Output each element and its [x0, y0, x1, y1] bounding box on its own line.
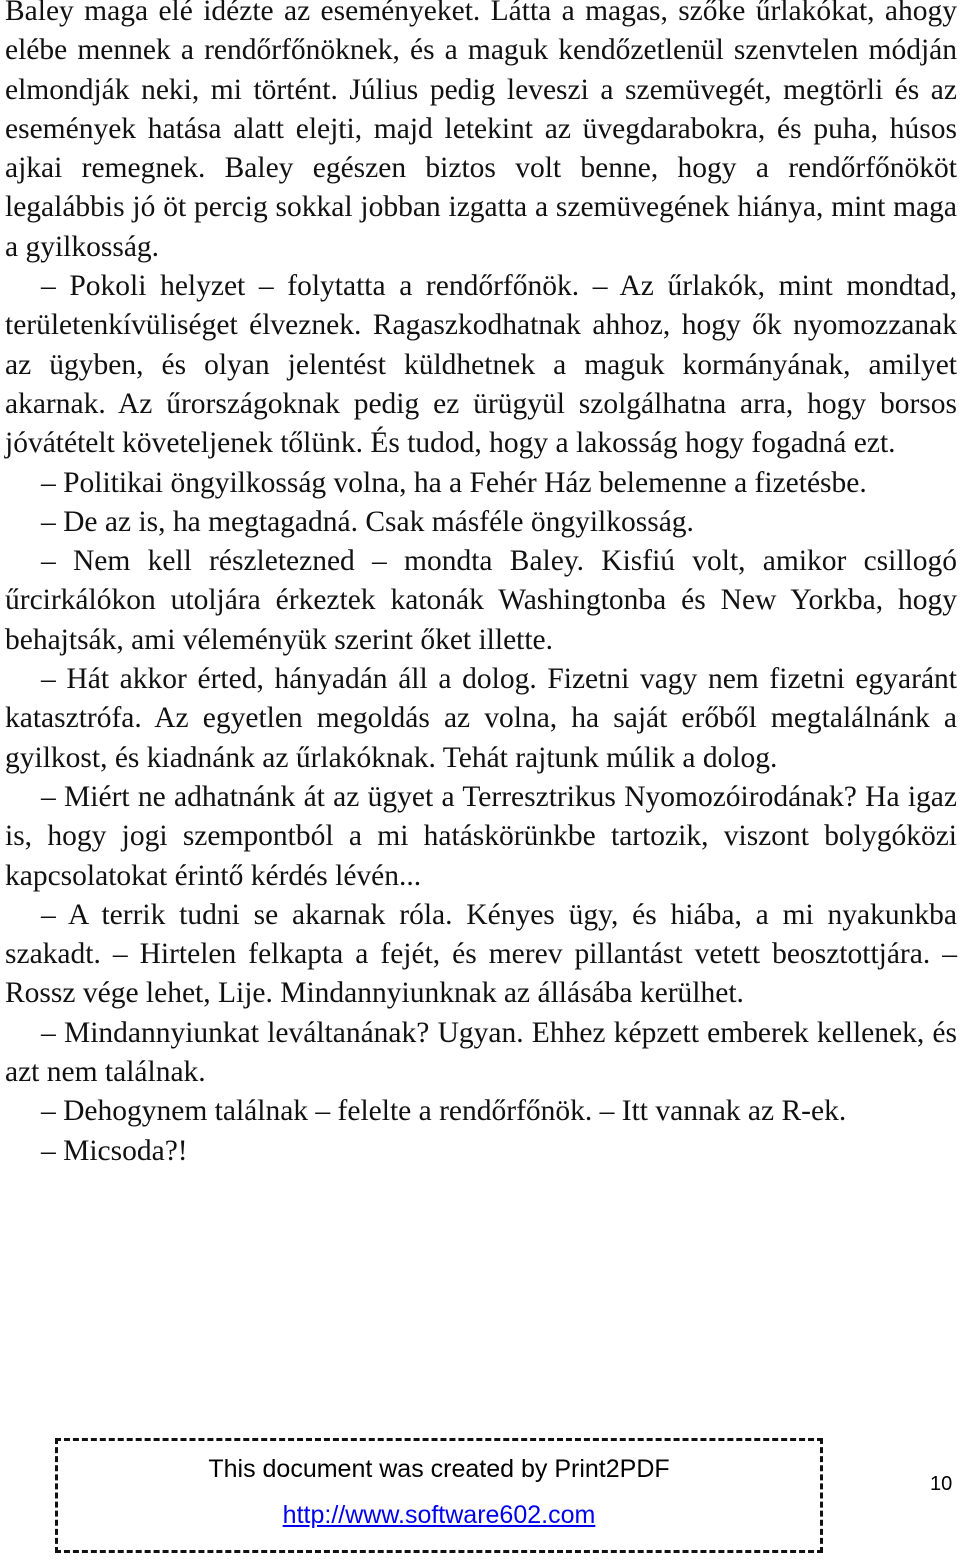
body-text [5, 0, 957, 1171]
paragraph-6: – Hát akkor érted, hányadán áll a dolog. Fizetni vagy nem fizetni egyaránt katasztrófa. Az egyetlen megoldás az volna, ha saját erőből megtalálnánk a gyilkost, és kiadnánk az űrlakóknak. Tehát rajtunk múlik a dolog. [5, 663, 957, 774]
paragraph-11: – Micsoda?! [41, 1134, 188, 1167]
paragraph-1: Baley maga elé idézte az eseményeket. Látta a magas, szőke űrlakókat, ahogy elébe mennek a rendőrfőnöknek, és a maguk kendőzetlenül szenvtelen módján elmondják neki, mi történt. Július pedig leveszi a szemüvegét, megtörli és az események hatása alatt elejti, majd letekint az üvegdarabokra, és puha, húsos ajkai remegnek. Baley egészen biztos volt benne, hogy a rendőrfőnököt legalábbis jó öt percig sokkal jobban izgatta a szemüvegének hiánya, mint maga a gyilkosság. [5, 0, 957, 263]
paragraph-3: – Politikai öngyilkosság volna, ha a Fehér Ház belemenne a fizetésbe. [41, 466, 867, 499]
paragraph-8: – A terrik tudni se akarnak róla. Kényes ügy, és hiába, a mi nyakunkba szakadt. – Hirtelen felkapta a fejét, és merev pillantást vetett beosztottjára. – Rossz vége lehet, Lije. Mindannyiunknak az állásába kerülhet. [5, 898, 957, 1010]
paragraph-5: – Nem kell részletezned – mondta Baley. Kisfiú volt, amikor csillogó űrcirkálókon utoljára érkeztek katonák Washingtonba és New Yorkba, hogy behajtsák, ami véleményük szerint őket illette. [5, 545, 957, 656]
paragraph-7: – Miért ne adhatnánk át az ügyet a Terresztrikus Nyomozóirodának? Ha igaz is, hogy jogi szempontból a mi hatáskörünkbe tartozik, viszont bolygóközi kapcsolatokat érintő kérdés lévén... [5, 780, 957, 892]
software602-link[interactable]: http://www.software602.com [282, 1501, 596, 1529]
paragraph-10: – Dehogynem találnak – felelte a rendőrfőnök. – Itt vannak az R-ek. [41, 1095, 847, 1128]
paragraph-9: – Mindannyiunkat leváltanának? Ugyan. Ehhez képzett emberek kellenek, és azt nem találnak. [5, 1016, 957, 1089]
paragraph-2: – Pokoli helyzet – folytatta a rendőrfőnök. – Az űrlakók, mint mondtad, területenkívüliséget élveznek. Ragaszkodhatnak ahhoz, hogy ők nyomozzanak az ügyben, és olyan jelentést küldhetnek a maguk kormányának, amilyet akarnak. Az űrországoknak pedig ez ürügyül szolgálhatna arra, hogy borsos jóvátételt követeljenek tőlünk. És tudod, hogy a lakosság hogy fogadná ezt. [5, 270, 957, 460]
created-by-text: This document was created by Print2PDF [208, 1455, 670, 1483]
print2pdf-footer-banner [55, 1438, 823, 1553]
page-number: 10 [930, 1473, 953, 1495]
paragraph-4: – De az is, ha megtagadná. Csak másféle öngyilkosság. [41, 505, 694, 538]
